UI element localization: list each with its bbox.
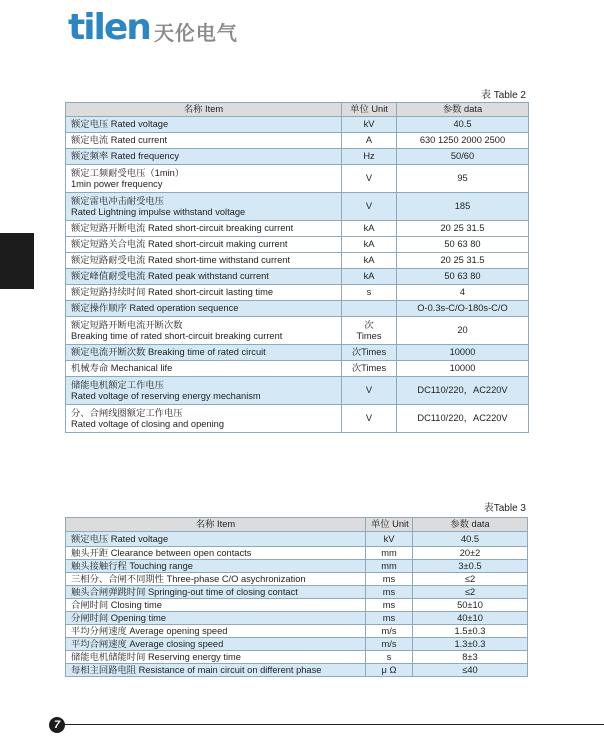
row-item-line: 额定工频耐受电压（1min）	[71, 167, 185, 178]
row-item-line: 额定短路耐受电流 Rated short-time withstand current	[71, 255, 291, 265]
row-item	[66, 317, 342, 345]
table3	[65, 517, 528, 677]
row-item	[66, 253, 342, 269]
row-unit: s	[342, 285, 397, 301]
row-item-line: 额定雷电冲击耐受电压	[71, 195, 164, 206]
brand-latin: tilen	[68, 7, 150, 48]
table-row	[66, 405, 529, 433]
row-unit: Hz	[342, 149, 397, 165]
row-unit: V	[342, 165, 397, 193]
row-unit: 次Times	[342, 345, 397, 361]
row-unit: kV	[342, 117, 397, 133]
row-item-line: 额定短路开断电流 Rated short-circuit breaking current	[71, 223, 294, 233]
table-row	[66, 117, 529, 133]
row-data: 4	[397, 285, 529, 301]
row-item	[66, 345, 342, 361]
row-data: 1.3±0.3	[413, 638, 528, 651]
row-item: 触头合闸弹跳时间 Springing-out time of closing contact	[66, 586, 366, 599]
row-data: DC110/220，AC220V	[397, 377, 529, 405]
table-row	[66, 149, 529, 165]
header-item: 名称 Item	[66, 103, 342, 117]
header-data: 参数 data	[413, 518, 528, 532]
table-row	[66, 285, 529, 301]
row-item-line: 额定峰值耐受电流 Rated peak withstand current	[71, 271, 269, 281]
brand-logo	[68, 6, 238, 46]
header-unit: 单位 Unit	[366, 518, 413, 532]
row-item-line: 额定短路持续时间 Rated short-circuit lasting time	[71, 287, 273, 297]
row-item: 平均分闸速度 Average opening speed	[66, 625, 366, 638]
row-unit: kA	[342, 221, 397, 237]
table3-caption: 表Table 3	[483, 503, 526, 514]
row-unit: m/s	[366, 638, 413, 651]
row-data: O-0.3s-C/O-180s-C/O	[397, 301, 529, 317]
table-row	[66, 165, 529, 193]
table-row	[66, 361, 529, 377]
row-unit: V	[342, 405, 397, 433]
row-data: 40.5	[397, 117, 529, 133]
row-data: 20 25 31.5	[397, 221, 529, 237]
row-unit: kA	[342, 237, 397, 253]
row-item-line: 分、合闸线圈额定工作电压	[71, 407, 183, 418]
row-item-line: 1min power frequency	[71, 178, 163, 189]
table-row	[66, 612, 528, 625]
row-item-line: Rated voltage of reserving energy mechanism	[71, 390, 261, 401]
table2	[65, 102, 529, 433]
footer-rule	[54, 724, 604, 725]
row-item	[66, 377, 342, 405]
row-data: 1.5±0.3	[413, 625, 528, 638]
row-item	[66, 149, 342, 165]
table-row	[66, 638, 528, 651]
row-item: 储能电机储能时间 Reserving energy time	[66, 651, 366, 664]
row-item	[66, 165, 342, 193]
table-row	[66, 560, 528, 573]
row-unit: s	[366, 651, 413, 664]
row-unit: μ Ω	[366, 664, 413, 677]
table-row	[66, 221, 529, 237]
row-item-line: 额定频率 Rated frequency	[71, 151, 179, 161]
brand-chinese: 天伦电气	[153, 21, 238, 45]
row-item-line: 额定短路开断电流开断次数	[71, 319, 183, 330]
row-unit: ms	[366, 573, 413, 586]
row-unit: mm	[366, 560, 413, 573]
table-row	[66, 317, 529, 345]
row-data: 40.5	[413, 532, 528, 547]
row-item: 额定电压 Rated voltage	[66, 532, 366, 547]
row-unit	[342, 301, 397, 317]
row-item: 每相主回路电阻 Resistance of main circuit on different phase	[66, 664, 366, 677]
header-item: 名称 Item	[66, 518, 366, 532]
table-row	[66, 269, 529, 285]
row-item	[66, 221, 342, 237]
table-row	[66, 586, 528, 599]
row-unit-line: 次	[364, 319, 374, 330]
page-number: 7	[49, 717, 65, 733]
row-data: 20 25 31.5	[397, 253, 529, 269]
table2-caption: 表 Table 2	[480, 90, 526, 101]
table-row	[66, 345, 529, 361]
row-item: 平均合闸速度 Average closing speed	[66, 638, 366, 651]
row-data: 50 63 80	[397, 237, 529, 253]
table-row	[66, 193, 529, 221]
row-unit: mm	[366, 547, 413, 560]
row-item-line: 额定电流开断次数 Breaking time of rated circuit	[71, 347, 266, 357]
table-row	[66, 133, 529, 149]
row-data: ≤40	[413, 664, 528, 677]
row-item	[66, 405, 342, 433]
row-data: 95	[397, 165, 529, 193]
row-item-line: 额定电流 Rated current	[71, 135, 168, 145]
row-unit: kV	[366, 532, 413, 547]
row-data: DC110/220，AC220V	[397, 405, 529, 433]
row-data: 20	[397, 317, 529, 345]
table-row	[66, 651, 528, 664]
header-unit: 单位 Unit	[342, 103, 397, 117]
row-unit: V	[342, 193, 397, 221]
row-unit: m/s	[366, 625, 413, 638]
table-row	[66, 532, 528, 547]
row-item	[66, 301, 342, 317]
row-item: 触头接触行程 Touching range	[66, 560, 366, 573]
row-item	[66, 269, 342, 285]
header-data: 参数 data	[397, 103, 529, 117]
row-unit: ms	[366, 599, 413, 612]
row-data: 10000	[397, 345, 529, 361]
row-item-line: 额定电压 Rated voltage	[71, 119, 169, 129]
table-row	[66, 237, 529, 253]
row-data: 10000	[397, 361, 529, 377]
row-item: 合闸时间 Closing time	[66, 599, 366, 612]
row-item-line: Rated voltage of closing and opening	[71, 418, 224, 429]
table-row	[66, 599, 528, 612]
table-row	[66, 253, 529, 269]
side-tab-marker	[0, 233, 34, 289]
row-unit: V	[342, 377, 397, 405]
row-item-line: Rated Lightning impulse withstand voltage	[71, 206, 246, 217]
row-item	[66, 361, 342, 377]
row-data: 50 63 80	[397, 269, 529, 285]
row-item-line: 额定短路关合电流 Rated short-circuit making current	[71, 239, 288, 249]
row-item	[66, 117, 342, 133]
row-data: 50±10	[413, 599, 528, 612]
row-unit: ms	[366, 612, 413, 625]
row-unit: A	[342, 133, 397, 149]
row-data: 20±2	[413, 547, 528, 560]
row-unit	[342, 317, 397, 345]
row-item	[66, 285, 342, 301]
table-row	[66, 547, 528, 560]
row-item	[66, 193, 342, 221]
row-item-line: 储能电机额定工作电压	[71, 379, 164, 390]
row-unit-line: Times	[356, 330, 382, 341]
row-item: 三相分、合闸不同期性 Three-phase C/O asychronization	[66, 573, 366, 586]
row-data: 50/60	[397, 149, 529, 165]
row-data: 185	[397, 193, 529, 221]
row-item-line: 额定操作顺序 Rated operation sequence	[71, 303, 239, 313]
row-item-line: Breaking time of rated short-circuit breaking current	[71, 330, 283, 341]
row-data: ≤2	[413, 586, 528, 599]
table-row	[66, 377, 529, 405]
table-row	[66, 625, 528, 638]
table-row	[66, 573, 528, 586]
row-data: 630 1250 2000 2500	[397, 133, 529, 149]
table-row	[66, 301, 529, 317]
row-item	[66, 237, 342, 253]
row-item: 分闸时间 Opening time	[66, 612, 366, 625]
row-item: 触头开距 Clearance between open contacts	[66, 547, 366, 560]
row-item	[66, 133, 342, 149]
row-unit: ms	[366, 586, 413, 599]
row-unit: kA	[342, 253, 397, 269]
row-unit: 次Times	[342, 361, 397, 377]
table-row	[66, 664, 528, 677]
row-unit: kA	[342, 269, 397, 285]
row-item-line: 机械寿命 Mechanical life	[71, 363, 173, 373]
row-data: 8±3	[413, 651, 528, 664]
row-data: 3±0.5	[413, 560, 528, 573]
row-data: 40±10	[413, 612, 528, 625]
row-data: ≤2	[413, 573, 528, 586]
